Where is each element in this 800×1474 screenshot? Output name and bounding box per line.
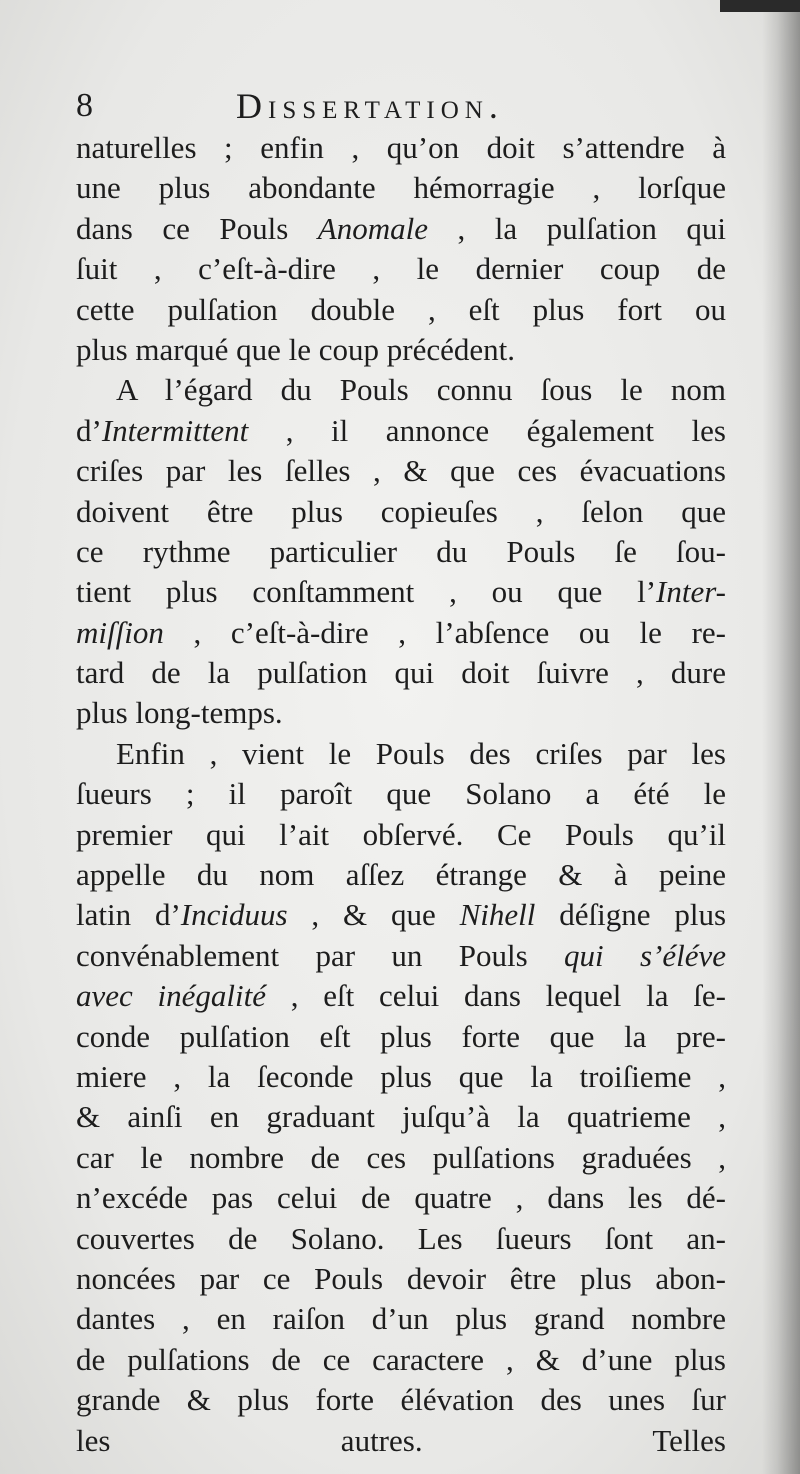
text-line <box>76 936 726 976</box>
text-line <box>76 572 726 612</box>
text-line: noncées par ce Pouls devoir être plus abon- <box>76 1260 726 1296</box>
text-line <box>76 1421 726 1461</box>
text-line: plus long-temps. <box>76 695 283 731</box>
text-line: tard de la pulſation qui doit ſuivre , dure <box>76 655 726 691</box>
text-line: grande & plus forte élévation des unes ſur <box>76 1382 726 1418</box>
text-line: A l’égard du Pouls connu ſous le nom <box>116 372 726 408</box>
text-line: doivent être plus copieuſes , ſelon que <box>76 493 726 529</box>
text-segment: d’ <box>76 412 102 448</box>
italic-term: qui s’éléve <box>564 937 726 973</box>
text-segment: , eſt celui dans lequel la ſe- <box>266 978 726 1014</box>
catchword: Telles <box>652 1422 726 1458</box>
text-line <box>76 411 726 451</box>
page-corner-shadow <box>720 0 800 12</box>
text-segment: , la pulſation qui <box>428 210 726 246</box>
page-number: 8 <box>76 87 93 124</box>
text-line: couvertes de Solano. Les ſueurs ſont an- <box>76 1220 726 1256</box>
text-segment: , c’eſt-à-dire , l’abſence ou le re- <box>163 614 726 650</box>
text-segment: , & que <box>287 897 460 933</box>
body-text <box>76 128 726 1461</box>
italic-term: miſſion <box>76 614 164 650</box>
text-line: & ainſi en graduant juſqu’à la quatrieme , <box>76 1099 726 1135</box>
text-line: miere , la ſeconde plus que la troiſieme , <box>76 1058 726 1094</box>
running-title: Dissertation. <box>236 86 504 126</box>
text-line: premier qui l’ait obſervé. Ce Pouls qu’il <box>76 816 726 852</box>
italic-term: avec inégalité <box>76 978 267 1014</box>
page-binding-shadow <box>762 0 800 1474</box>
text-line: n’excéde pas celui de quatre , dans les dé- <box>76 1180 726 1216</box>
text-line: plus marqué que le coup précédent. <box>76 331 515 367</box>
text-line: criſes par les ſelles , & que ces évacuations <box>76 453 726 489</box>
text-line: appelle du nom aſſez étrange & à peine <box>76 857 726 893</box>
text-segment: latin d’ <box>76 897 181 933</box>
text-line <box>76 976 726 1016</box>
text-line: naturelles ; enfin , qu’on doit s’attendre à <box>76 130 726 165</box>
text-segment: , il annonce également les <box>248 412 726 448</box>
text-segment: tient plus conſtamment , ou que l’ <box>76 574 657 610</box>
text-line: conde pulſation eſt plus forte que la pre- <box>76 1018 726 1054</box>
text-line: ce rythme particulier du Pouls ſe ſou- <box>76 533 726 569</box>
text-line: ſuit , c’eſt-à-dire , le dernier coup de <box>76 251 726 287</box>
text-line: car le nombre de ces pulſations graduées , <box>76 1139 726 1175</box>
page-header <box>76 84 736 128</box>
text-segment: les autres. <box>76 1422 423 1458</box>
text-line <box>76 613 726 653</box>
text-line: Enfin , vient le Pouls des criſes par les <box>116 735 726 771</box>
text-segment: déſigne plus <box>535 897 727 933</box>
italic-term: Intermittent <box>101 412 249 448</box>
italic-term: Inciduus <box>180 897 288 933</box>
text-line: dantes , en raiſon d’un plus grand nombre <box>76 1301 726 1337</box>
text-line <box>76 209 726 249</box>
text-line: une plus abondante hémorragie , lorſque <box>76 170 726 206</box>
text-segment: dans ce Pouls <box>76 210 318 246</box>
italic-term: Inter- <box>656 574 726 610</box>
text-line: ſueurs ; il paroît que Solano a été le <box>76 776 726 812</box>
text-line: cette pulſation double , eſt plus fort ou <box>76 291 726 327</box>
text-line <box>76 895 726 935</box>
text-segment: convénablement par un Pouls <box>76 937 564 973</box>
italic-term: Nihell <box>459 897 536 933</box>
text-line: de pulſations de ce caractere , & d’une plus <box>76 1341 726 1377</box>
italic-term: Anomale <box>317 210 428 246</box>
